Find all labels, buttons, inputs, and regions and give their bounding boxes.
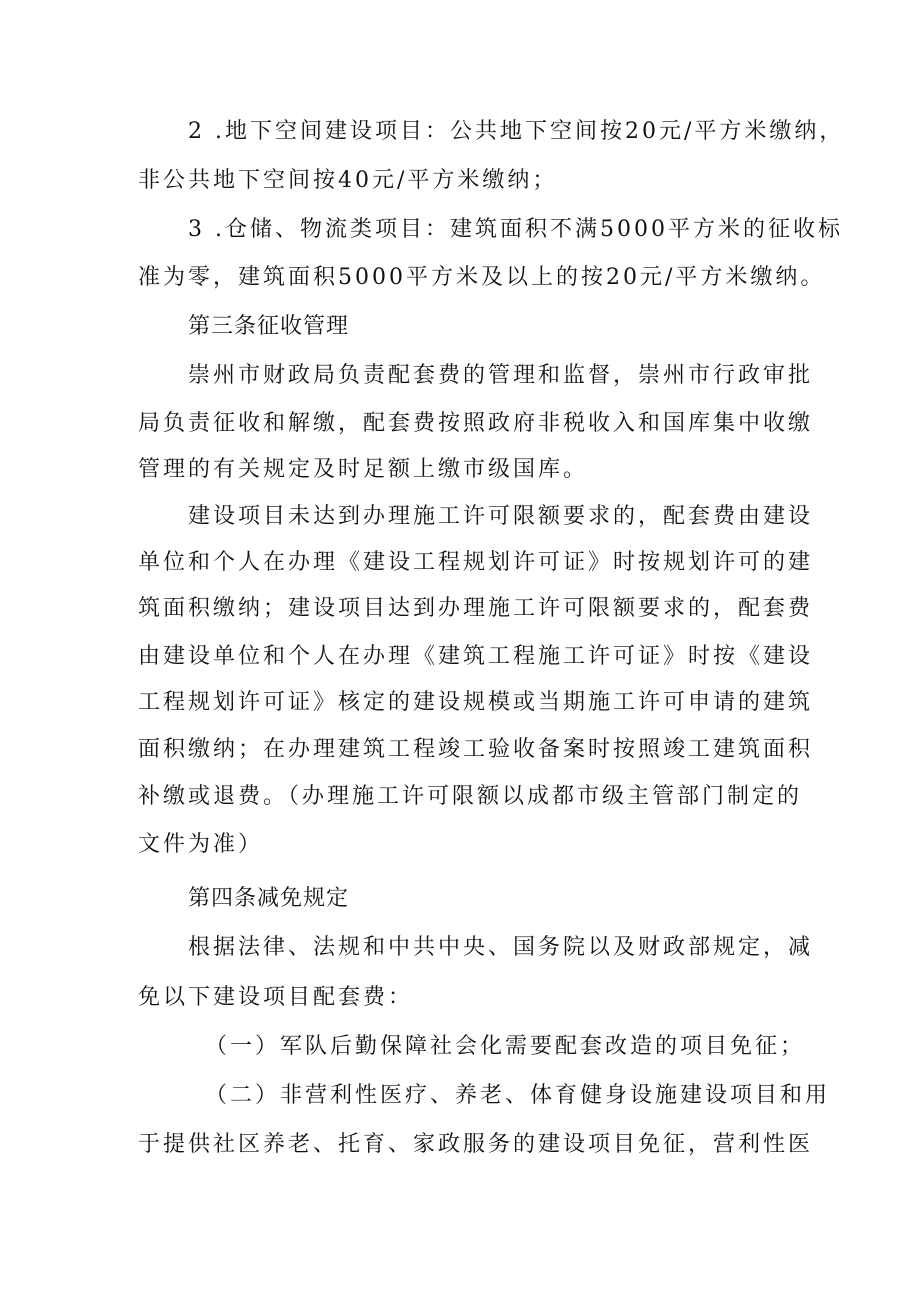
paragraph-line: 由建设单位和个人在办理《建筑工程施工许可证》时按《建设 <box>138 644 814 669</box>
paragraph-line: 免以下建设项目配套费： <box>138 985 414 1010</box>
paragraph-line: 筑面积缴纳；建设项目达到办理施工许可限额要求的，配套费 <box>138 596 814 621</box>
paragraph-line: 3 .仓储、物流类项目：建筑面积不满5000平方米的征收标 <box>188 217 843 242</box>
paragraph-line: 补缴或退费。（办理施工许可限额以成都市级主管部门制定的 <box>138 784 803 809</box>
section-heading: 第三条征收管理 <box>188 314 350 339</box>
paragraph-line: 文件为准） <box>138 832 264 857</box>
paragraph-line: 非公共地下空间按40元/平方米缴纳； <box>138 168 558 193</box>
paragraph-line: 面积缴纳；在办理建筑工程竣工验收备案时按照竣工建筑面积 <box>138 737 814 762</box>
paragraph-line: 2 .地下空间建设项目：公共地下空间按20元/平方米缴纳， <box>188 119 845 144</box>
paragraph-line: 根据法律、法规和中共中央、国务院以及财政部规定，减 <box>188 935 814 960</box>
paragraph-line: 建设项目未达到办理施工许可限额要求的，配套费由建设 <box>188 504 814 529</box>
list-item: （二）非营利性医疗、养老、体育健身设施建设项目和用 <box>205 1083 831 1108</box>
paragraph-line: 单位和个人在办理《建设工程规划许可证》时按规划许可的建 <box>138 550 814 575</box>
paragraph-line: 管理的有关规定及时足额上缴市级国库。 <box>138 457 589 482</box>
paragraph-line: 准为零，建筑面积5000平方米及以上的按20元/平方米缴纳。 <box>138 265 826 290</box>
section-heading: 第四条减免规定 <box>188 886 350 911</box>
paragraph-line: 崇州市财政局负责配套费的管理和监督，崇州市行政审批 <box>188 363 814 388</box>
paragraph-line: 局负责征收和解缴，配套费按照政府非税收入和国库集中收缴 <box>138 411 814 436</box>
paragraph-line: 于提供社区养老、托育、家政服务的建设项目免征，营利性医 <box>138 1132 814 1157</box>
list-item: （一）军队后勤保障社会化需要配套改造的项目免征； <box>205 1034 806 1059</box>
paragraph-line: 工程规划许可证》核定的建设规模或当期施工许可申请的建筑 <box>138 690 814 715</box>
